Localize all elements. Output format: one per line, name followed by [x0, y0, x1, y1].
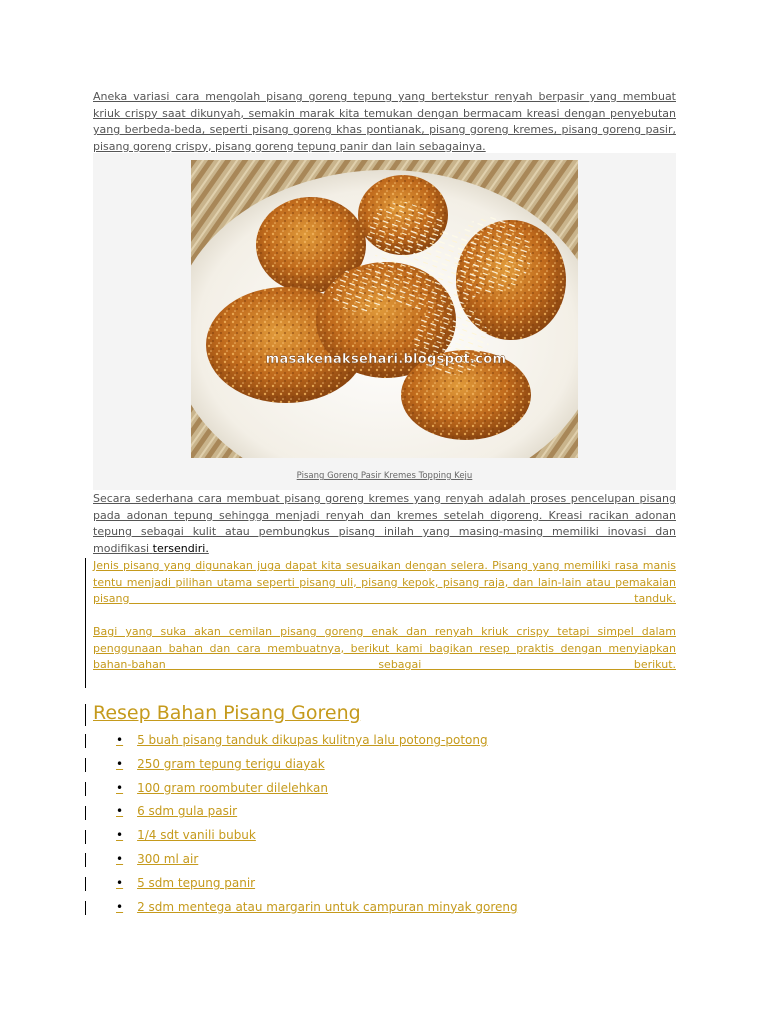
bullet-icon: • [116, 875, 124, 890]
paragraph-intro-recipe [93, 624, 676, 674]
paragraph-method-text: Secara sederhana cara membuat pisang goreng kremes yang renyah adalah proses pencelupan pisang pada adonan tepung sehingga menjadi renyah dan kremes setelah digoreng. Kreasi racikan adonan tepung sebagai kulit atau pembungkus pisang inilah yang masing-masing memiliki inovasi dan modifikasi [93, 492, 676, 555]
paragraph-intro-recipe-text: Bagi yang suka akan cemilan pisang goreng enak dan renyah kriuk crispy tetapi simpel dalam penggunaan bahan dan cara membuatnya, berikut kami bagikan resep praktis dengan menyiapkan bahan-bahan sebagai berikut. [93, 625, 676, 671]
revision-bar [85, 806, 86, 820]
revision-bar [85, 782, 86, 796]
list-item [116, 828, 518, 852]
paragraph-method [93, 491, 676, 557]
paragraph-banana-types [93, 558, 676, 608]
list-item [116, 876, 518, 900]
intro-paragraph [93, 89, 676, 155]
bullet-icon: • [116, 756, 124, 771]
bullet-icon: • [116, 733, 124, 747]
ingredient-text: 250 gram tepung terigu diayak [137, 756, 325, 771]
ingredient-text: 6 sdm gula pasir [137, 804, 238, 819]
fried-banana-photo [191, 160, 578, 458]
bullet-icon: • [116, 899, 124, 914]
bullet-icon: • [116, 780, 124, 795]
ingredient-text: 2 sdm mentega atau margarin untuk campuran minyak goreng [137, 899, 518, 914]
paragraph-method-tail: tersendiri. [152, 541, 209, 555]
revision-bar [85, 830, 86, 844]
recipe-figure [93, 153, 676, 490]
revision-bar [85, 758, 86, 772]
bullet-icon: • [116, 851, 124, 866]
recipe-heading: Resep Bahan Pisang Goreng [93, 702, 361, 724]
photo-caption: Pisang Goreng Pasir Kremes Topping Keju [296, 471, 473, 481]
ingredient-text: 1/4 sdt vanili bubuk [137, 828, 256, 843]
list-item [116, 757, 518, 781]
revision-bar [85, 901, 86, 915]
list-item [116, 804, 518, 828]
revision-bar [85, 853, 86, 867]
revision-bar [85, 704, 86, 726]
ingredient-list [116, 733, 518, 923]
ingredient-text: 5 sdm tepung panir [137, 875, 256, 890]
revision-bar [85, 877, 86, 891]
revision-bar [85, 734, 86, 748]
ingredient-text: 300 ml air [137, 851, 199, 866]
revision-bar [85, 558, 86, 688]
ingredient-text: 100 gram roombuter dilelehkan [137, 780, 328, 795]
photo-watermark: masakenaksehari.blogspot.com [265, 352, 507, 367]
intro-text: Aneka variasi cara mengolah pisang goreng tepung yang bertekstur renyah berpasir yang membuat kriuk crispy saat dikunyah, semakin marak kita temukan dengan bermacam kreasi dengan penyebutan yang berbeda-beda, seperti pisang goreng khas pontianak, pisang goreng kremes, pisang goreng pasir, pisang goreng crispy, pisang goreng tepung panir dan lain sebagainya. [93, 90, 676, 153]
ingredient-text: 5 buah pisang tanduk dikupas kulitnya lalu potong-potong [137, 733, 488, 747]
bullet-icon: • [116, 828, 124, 843]
list-item [116, 852, 518, 876]
list-item [116, 733, 518, 757]
bullet-icon: • [116, 804, 124, 819]
paragraph-banana-types-text: Jenis pisang yang digunakan juga dapat kita sesuaikan dengan selera. Pisang yang memiliki rasa manis tentu menjadi pilihan utama seperti pisang uli, pisang kepok, pisang raja, dan lain-lain atau pemakaian pisang tanduk. [93, 559, 676, 605]
list-item [116, 900, 518, 924]
list-item [116, 781, 518, 805]
